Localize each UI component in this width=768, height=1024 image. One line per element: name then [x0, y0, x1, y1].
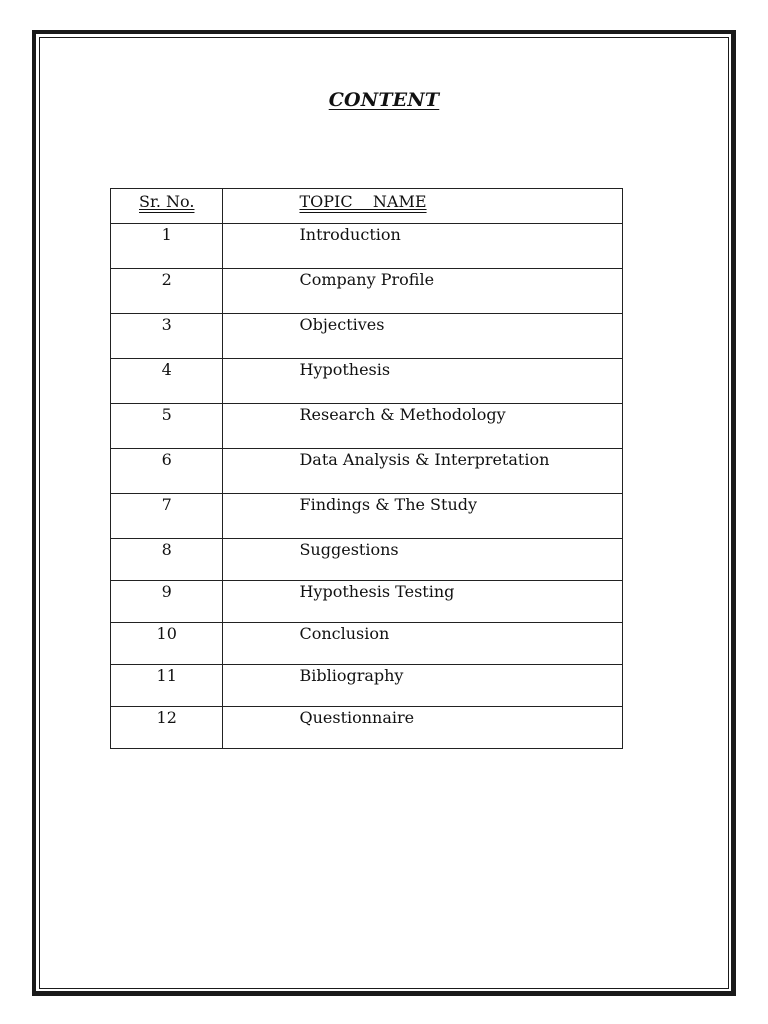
sr-no-cell: [111, 269, 223, 314]
topic-value: Objectives: [299, 315, 385, 334]
topic-cell: [223, 224, 623, 269]
sr-no-header-label: Sr. No.: [139, 192, 195, 211]
table-row: [111, 404, 623, 449]
table-header-row: [111, 189, 623, 224]
sr-no-cell: [111, 449, 223, 494]
topic-cell: [223, 707, 623, 749]
sr-no-value: 6: [161, 450, 172, 469]
topic-cell: [223, 404, 623, 449]
topic-value: Company Profile: [299, 270, 435, 289]
topic-name-header-label: TOPIC NAME: [299, 192, 427, 211]
topic-value: Findings & The Study: [299, 495, 478, 514]
table-row: [111, 359, 623, 404]
table-row: [111, 494, 623, 539]
table-row: [111, 707, 623, 749]
topic-cell: [223, 359, 623, 404]
topic-value: Suggestions: [299, 540, 399, 559]
topic-value: Bibliography: [299, 666, 404, 685]
topic-cell: [223, 449, 623, 494]
topic-value: Data Analysis & Interpretation: [299, 450, 550, 469]
topic-value: Questionnaire: [299, 708, 415, 727]
sr-no-cell: [111, 665, 223, 707]
sr-no-value: 7: [161, 495, 172, 514]
table-row: [111, 224, 623, 269]
sr-no-value: 9: [161, 582, 172, 601]
page-title: CONTENT: [328, 89, 440, 111]
sr-no-value: 10: [156, 624, 177, 643]
sr-no-value: 1: [161, 225, 172, 244]
topic-value: Research & Methodology: [299, 405, 506, 424]
table-row: [111, 581, 623, 623]
sr-no-cell: [111, 404, 223, 449]
sr-no-cell: [111, 707, 223, 749]
table-row: [111, 539, 623, 581]
sr-no-cell: [111, 359, 223, 404]
table-row: [111, 623, 623, 665]
topic-value: Introduction: [299, 225, 401, 244]
table-row: [111, 269, 623, 314]
sr-no-cell: [111, 494, 223, 539]
topic-cell: [223, 665, 623, 707]
sr-no-value: 12: [156, 708, 177, 727]
sr-no-cell: [111, 623, 223, 665]
topic-cell: [223, 269, 623, 314]
sr-no-value: 8: [161, 540, 172, 559]
sr-no-value: 3: [161, 315, 172, 334]
sr-no-cell: [111, 314, 223, 359]
sr-no-cell: [111, 224, 223, 269]
table-row: [111, 665, 623, 707]
sr-no-value: 4: [161, 360, 172, 379]
topic-cell: [223, 494, 623, 539]
topic-value: Conclusion: [299, 624, 390, 643]
contents-table: [110, 188, 623, 749]
sr-no-cell: [111, 539, 223, 581]
topic-cell: [223, 314, 623, 359]
topic-value: Hypothesis: [299, 360, 391, 379]
topic-value: Hypothesis Testing: [299, 582, 455, 601]
table-row: [111, 449, 623, 494]
sr-no-cell: [111, 581, 223, 623]
topic-name-header: [223, 189, 623, 224]
sr-no-value: 2: [161, 270, 172, 289]
sr-no-value: 5: [161, 405, 172, 424]
sr-no-value: 11: [156, 666, 177, 685]
topic-cell: [223, 581, 623, 623]
sr-no-header: [111, 189, 223, 224]
topic-cell: [223, 539, 623, 581]
table-row: [111, 314, 623, 359]
topic-cell: [223, 623, 623, 665]
